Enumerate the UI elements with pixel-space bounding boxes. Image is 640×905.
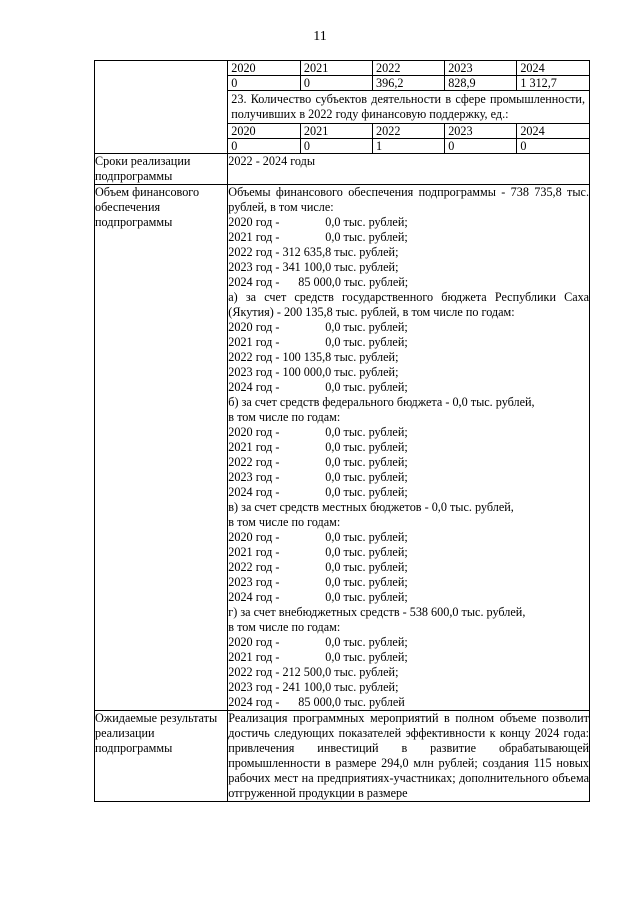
year-amount: 0,0 тыс. рублей; bbox=[325, 560, 408, 574]
local-budget-years bbox=[228, 530, 589, 605]
funding-year-line bbox=[228, 680, 589, 695]
local-budget-intro-2: в том числе по годам: bbox=[228, 515, 341, 529]
year-label: 2021 год - bbox=[228, 545, 280, 559]
year-amount: 0,0 тыс. рублей; bbox=[325, 590, 408, 604]
year-label: 2023 год - bbox=[228, 575, 280, 589]
indicator-22-grid bbox=[228, 61, 589, 91]
funding-year-line bbox=[228, 335, 589, 350]
year-value: 1 bbox=[373, 139, 445, 154]
funding-year-line bbox=[228, 320, 589, 335]
year-amount: 0,0 тыс. рублей; bbox=[325, 455, 408, 469]
funding-year-line bbox=[228, 485, 589, 500]
year-value: 0 bbox=[445, 139, 517, 154]
year-label: 2023 год - 100 000,0 тыс. рублей; bbox=[228, 365, 399, 379]
year-label: 2021 год - bbox=[228, 230, 280, 244]
year-header: 2021 bbox=[300, 124, 372, 139]
federal-budget-intro-2: в том числе по годам: bbox=[228, 410, 341, 424]
year-label: 2024 год - bbox=[228, 695, 280, 709]
year-value: 396,2 bbox=[373, 76, 445, 91]
year-value: 1 312,7 bbox=[517, 76, 589, 91]
year-header: 2021 bbox=[300, 61, 372, 76]
year-value: 0 bbox=[517, 139, 589, 154]
extrabudgetary-years bbox=[228, 635, 589, 710]
funding-year-line bbox=[228, 440, 589, 455]
year-label: 2020 год - bbox=[228, 425, 280, 439]
year-header: 2023 bbox=[445, 124, 517, 139]
funding-year-line bbox=[228, 425, 589, 440]
funding-year-line bbox=[228, 365, 589, 380]
results-text: Реализация программных мероприятий в полном объеме позволит достичь следующих показателей эффективности к концу 2024 года: привлечения инвестиций в развитие обрабатывающей промышленности в размере 294,0 млн рублей; создания 115 новых рабочих мест на предприятиях-участниках; дополнительного объема отгруженной продукции в размере bbox=[228, 711, 589, 800]
funding-total-years bbox=[228, 215, 589, 290]
terms-value: 2022 - 2024 годы bbox=[228, 154, 590, 185]
year-amount: 85 000,0 тыс. рублей bbox=[298, 695, 405, 709]
funding-details bbox=[228, 185, 590, 711]
year-label: 2021 год - bbox=[228, 440, 280, 454]
year-amount: 0,0 тыс. рублей; bbox=[325, 485, 408, 499]
funding-year-line bbox=[228, 350, 589, 365]
regional-budget-intro: а) за счет средств государственного бюджета Республики Саха (Якутия) - 200 135,8 тыс. рублей, в том числе по годам: bbox=[228, 290, 589, 319]
regional-budget-years bbox=[228, 320, 589, 395]
funding-year-line bbox=[228, 635, 589, 650]
year-amount: 0,0 тыс. рублей; bbox=[325, 650, 408, 664]
year-amount: 0,0 тыс. рублей; bbox=[325, 320, 408, 334]
year-label: 2022 год - 312 635,8 тыс. рублей; bbox=[228, 245, 399, 259]
year-header: 2022 bbox=[373, 61, 445, 76]
page-number: 11 bbox=[313, 29, 327, 44]
extrabudgetary-intro: г) за счет внебюджетных средств - 538 600,0 тыс. рублей, bbox=[228, 605, 526, 619]
year-label: 2022 год - 100 135,8 тыс. рублей; bbox=[228, 350, 399, 364]
year-header: 2024 bbox=[517, 61, 589, 76]
year-label: 2020 год - bbox=[228, 635, 280, 649]
funding-intro: Объемы финансового обеспечения подпрограммы - 738 735,8 тыс. рублей, в том числе: bbox=[228, 185, 589, 214]
funding-year-line bbox=[228, 590, 589, 605]
year-label: 2024 год - bbox=[228, 380, 280, 394]
indicator-23-value-row bbox=[228, 139, 589, 154]
terms-row bbox=[95, 154, 590, 185]
year-label: 2020 год - bbox=[228, 215, 280, 229]
local-budget-intro: в) за счет средств местных бюджетов - 0,0 тыс. рублей, bbox=[228, 500, 514, 514]
year-label: 2020 год - bbox=[228, 320, 280, 334]
indicator-22-header-row bbox=[228, 61, 589, 76]
year-amount: 85 000,0 тыс. рублей; bbox=[298, 275, 409, 289]
year-label: 2022 год - 212 500,0 тыс. рублей; bbox=[228, 665, 399, 679]
year-label: 2024 год - bbox=[228, 590, 280, 604]
funding-year-line bbox=[228, 455, 589, 470]
subprogram-passport-table bbox=[94, 60, 590, 802]
year-amount: 0,0 тыс. рублей; bbox=[325, 230, 408, 244]
year-header: 2020 bbox=[228, 61, 300, 76]
year-label: 2023 год - 241 100,0 тыс. рублей; bbox=[228, 680, 399, 694]
year-label: 2024 год - bbox=[228, 275, 280, 289]
year-value: 0 bbox=[228, 139, 300, 154]
extrabudgetary-intro-2: в том числе по годам: bbox=[228, 620, 341, 634]
funding-year-line bbox=[228, 650, 589, 665]
year-header: 2024 bbox=[517, 124, 589, 139]
funding-year-line bbox=[228, 665, 589, 680]
year-value: 0 bbox=[228, 76, 300, 91]
indicators-row bbox=[95, 61, 590, 154]
funding-row bbox=[95, 185, 590, 711]
funding-year-line bbox=[228, 545, 589, 560]
year-label: 2022 год - bbox=[228, 455, 280, 469]
funding-year-line bbox=[228, 215, 589, 230]
year-value: 0 bbox=[300, 76, 372, 91]
year-amount: 0,0 тыс. рублей; bbox=[325, 545, 408, 559]
year-label: 2020 год - bbox=[228, 530, 280, 544]
funding-year-line bbox=[228, 575, 589, 590]
funding-year-line bbox=[228, 260, 589, 275]
year-value: 0 bbox=[300, 139, 372, 154]
year-amount: 0,0 тыс. рублей; bbox=[325, 470, 408, 484]
funding-year-line bbox=[228, 470, 589, 485]
year-value: 828,9 bbox=[445, 76, 517, 91]
funding-year-line bbox=[228, 230, 589, 245]
results-row bbox=[95, 711, 590, 802]
indicator-23-header-row bbox=[228, 124, 589, 139]
terms-label: Сроки реализации подпрограммы bbox=[95, 154, 228, 185]
year-header: 2023 bbox=[445, 61, 517, 76]
year-amount: 0,0 тыс. рублей; bbox=[325, 380, 408, 394]
funding-label: Объем финансового обеспечения подпрограммы bbox=[95, 185, 228, 711]
year-amount: 0,0 тыс. рублей; bbox=[325, 575, 408, 589]
federal-budget-years bbox=[228, 425, 589, 500]
federal-budget-intro: б) за счет средств федерального бюджета - 0,0 тыс. рублей, bbox=[228, 395, 535, 409]
year-label: 2023 год - 341 100,0 тыс. рублей; bbox=[228, 260, 399, 274]
funding-year-line bbox=[228, 560, 589, 575]
indicators-right-cell bbox=[228, 61, 590, 154]
funding-year-line bbox=[228, 275, 589, 290]
year-label: 2021 год - bbox=[228, 650, 280, 664]
year-label: 2022 год - bbox=[228, 560, 280, 574]
indicator-22-value-row bbox=[228, 76, 589, 91]
year-label: 2021 год - bbox=[228, 335, 280, 349]
year-label: 2024 год - bbox=[228, 485, 280, 499]
indicators-left-cell bbox=[95, 61, 228, 154]
year-label: 2023 год - bbox=[228, 470, 280, 484]
year-amount: 0,0 тыс. рублей; bbox=[325, 215, 408, 229]
indicator-23-grid bbox=[228, 124, 589, 153]
year-amount: 0,0 тыс. рублей; bbox=[325, 425, 408, 439]
indicator-23-text: 23. Количество субъектов деятельности в сфере промышленности, получивших в 2022 году финансовую поддержку, ед.: bbox=[228, 91, 589, 124]
year-header: 2020 bbox=[228, 124, 300, 139]
year-amount: 0,0 тыс. рублей; bbox=[325, 530, 408, 544]
funding-year-line bbox=[228, 380, 589, 395]
funding-year-line bbox=[228, 695, 589, 710]
year-amount: 0,0 тыс. рублей; bbox=[325, 635, 408, 649]
funding-year-line bbox=[228, 245, 589, 260]
year-header: 2022 bbox=[373, 124, 445, 139]
year-amount: 0,0 тыс. рублей; bbox=[325, 335, 408, 349]
funding-year-line bbox=[228, 530, 589, 545]
year-amount: 0,0 тыс. рублей; bbox=[325, 440, 408, 454]
results-label: Ожидаемые результаты реализации подпрограммы bbox=[95, 711, 228, 802]
